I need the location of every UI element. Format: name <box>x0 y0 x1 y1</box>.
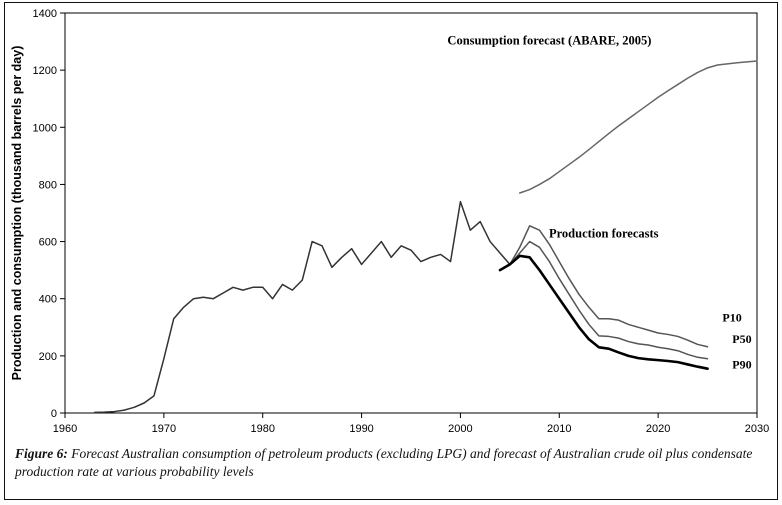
p10-label: P10 <box>722 310 742 325</box>
x-tick-label: 2030 <box>744 423 770 435</box>
y-tick-label: 200 <box>38 350 57 363</box>
figure-caption-text: Forecast Australian consumption of petroleum products (excluding LPG) and forecast of Australian crude oil plus condensate production rate at various probability levels <box>15 446 753 480</box>
figure-caption-label: Figure 6: <box>15 446 68 461</box>
y-tick-label: 1000 <box>32 122 57 135</box>
production-forecasts-label: Production forecasts <box>548 226 659 241</box>
x-tick-label: 1970 <box>151 423 177 435</box>
series-line <box>510 226 708 347</box>
series-line <box>500 256 708 369</box>
series-line <box>95 202 510 413</box>
x-tick-label: 1980 <box>250 423 275 435</box>
x-tick-label: 1990 <box>349 423 374 435</box>
x-tick-label: 2010 <box>547 423 572 435</box>
y-axis-title: Production and consumption (thousand barrels per day) <box>10 45 24 381</box>
y-tick-label: 600 <box>38 236 57 249</box>
chart-svg <box>5 3 779 443</box>
y-tick-label: 400 <box>38 293 57 306</box>
consumption-forecast-label: Consumption forecast (ABARE, 2005) <box>447 33 652 48</box>
x-tick-label: 2000 <box>448 423 473 435</box>
p50-label: P50 <box>732 332 752 346</box>
x-tick-label: 1960 <box>52 423 78 435</box>
figure-frame <box>4 2 778 500</box>
y-tick-label: 1400 <box>32 8 57 20</box>
plot-border <box>65 13 757 413</box>
p90-label: P90 <box>732 357 752 372</box>
x-axis-title <box>398 442 425 443</box>
chart-plot-area <box>5 3 779 443</box>
figure-caption <box>15 445 769 481</box>
y-tick-label: 800 <box>38 179 57 192</box>
series-line <box>520 61 757 193</box>
series-line <box>510 242 708 359</box>
y-tick-label: 1200 <box>32 65 57 78</box>
x-tick-label: 2020 <box>645 423 671 435</box>
y-tick-label: 0 <box>50 408 57 420</box>
